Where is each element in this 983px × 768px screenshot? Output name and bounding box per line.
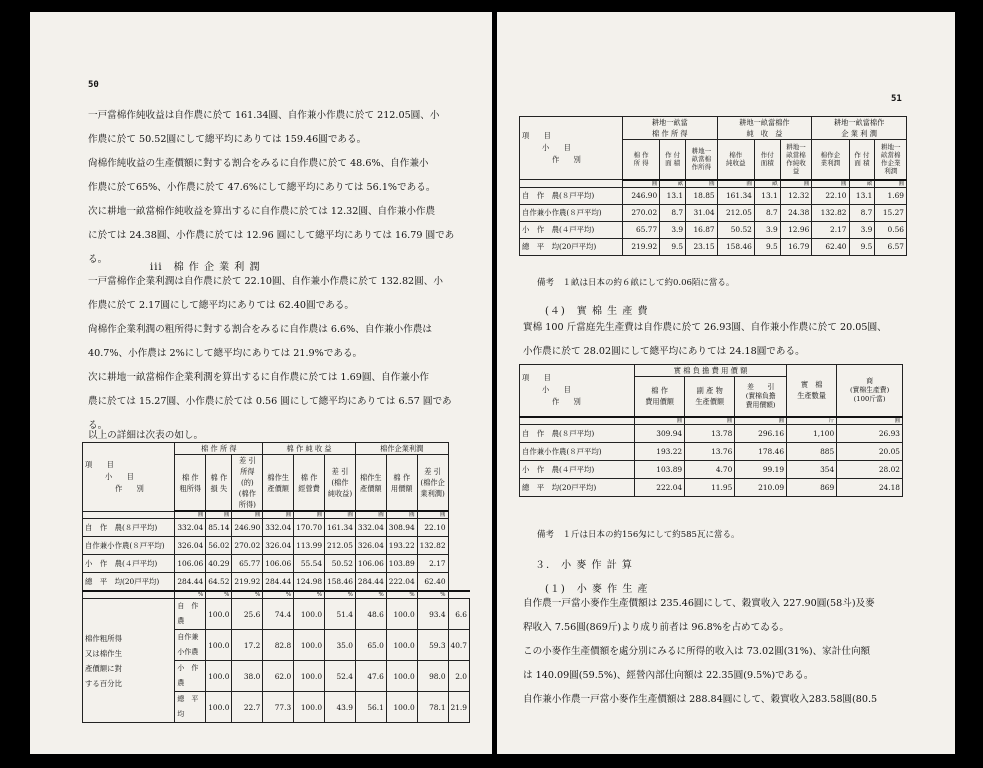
- table-cell: 308.94: [386, 519, 417, 537]
- table-cell: 212.05: [325, 537, 356, 555]
- table-cell: 106.06: [355, 555, 386, 573]
- table-cell: 113.99: [294, 537, 325, 555]
- table-cell: 296.16: [735, 424, 787, 442]
- table-cell: 40.7: [448, 630, 469, 661]
- table-corner: [520, 117, 623, 180]
- table-cell: 13.1: [660, 187, 686, 204]
- unit-cell: 圓: [417, 511, 448, 519]
- table-cell: 100.0: [206, 599, 232, 630]
- table-cell: 56.1: [355, 692, 386, 723]
- row-label: 自 作 農: [175, 599, 206, 630]
- section-heading: (１) 小 麥 作 生 產: [545, 584, 649, 595]
- group-header: 實 棉 負 擔 費 用 價 額: [635, 365, 787, 377]
- table-row: [520, 442, 903, 460]
- table-cell: 246.90: [623, 187, 660, 204]
- column-header: 棉作生 產價額: [263, 455, 294, 512]
- unit-cell: [520, 180, 623, 188]
- table-cell: 284.44: [263, 573, 294, 592]
- table-cell: 326.04: [355, 537, 386, 555]
- cotton-income-table: [82, 442, 470, 723]
- unit-cell: [83, 511, 175, 519]
- table-row: [83, 519, 470, 537]
- percent-group-line: 又は棉作生: [85, 648, 122, 658]
- unit-cell: 圓: [175, 511, 206, 519]
- table-cell: 13.78: [685, 424, 735, 442]
- table-cell: 219.92: [623, 238, 660, 255]
- area-income-table: [519, 116, 907, 256]
- table-cell: 2.17: [812, 221, 849, 238]
- paragraph: 自作兼小作農一戸當小麥作生產價額は 288.84圓にして、穀實收入283.58圓(80.5: [523, 694, 878, 705]
- corner-label: 作 別: [115, 483, 144, 493]
- unit-cell: 畝: [754, 180, 780, 188]
- paragraph: この小麥作生產價額を處分別にみるに所得的收入は 73.02圓(31%)、家計仕向額 は 140.09圓(59.5%)、經營內部仕向額は 22.35圓(9.5%)である。: [523, 646, 871, 681]
- table-cell: 161.34: [717, 187, 754, 204]
- column-header: 副 產 物 生產價額: [685, 377, 735, 417]
- row-label: 自 作 農(８戸平均): [83, 519, 175, 537]
- group-header: 耕地一畝當棉作 純 收 益: [717, 117, 812, 140]
- table-cell: 9.5: [660, 238, 686, 255]
- unit-cell: %: [294, 591, 325, 599]
- table-cell: 100.0: [294, 630, 325, 661]
- table-cell: 161.34: [325, 519, 356, 537]
- table-row: [83, 537, 470, 555]
- unit-cell: [520, 417, 635, 425]
- row-label: 小 作 農: [175, 661, 206, 692]
- table-cell: 309.94: [635, 424, 685, 442]
- table-cell: 56.02: [206, 537, 232, 555]
- group-header: 棉 作 純 收 益: [263, 443, 356, 455]
- table-cell: 24.38: [780, 204, 812, 221]
- corner-label: 小 目: [542, 143, 571, 152]
- table-cell: 354: [787, 460, 837, 478]
- cotton-cost-table: [519, 364, 903, 497]
- unit-cell: 圓: [325, 511, 356, 519]
- section-heading: iii 棉 作 企 業 利 潤: [150, 262, 261, 273]
- paragraph: 以上の詳細は次表の如し。: [88, 430, 204, 441]
- table-cell: 4.70: [685, 460, 735, 478]
- unit-cell: 圓: [623, 180, 660, 188]
- table-cell: 100.0: [206, 661, 232, 692]
- unit-cell: 圓: [686, 180, 718, 188]
- table-cell: 100.0: [386, 661, 417, 692]
- row-label: 自 作 農(８戸平均): [520, 424, 635, 442]
- section-heading: (４) 實 棉 生 產 費: [545, 306, 649, 317]
- unit-cell: 圓: [294, 511, 325, 519]
- table-cell: 106.06: [263, 555, 294, 573]
- table-cell: 100.0: [386, 599, 417, 630]
- unit-cell: 圓: [206, 511, 232, 519]
- table-corner: [520, 365, 635, 417]
- corner-label: 小 目: [105, 471, 134, 481]
- table-cell: 3.9: [754, 221, 780, 238]
- table-cell: 24.18: [837, 478, 903, 496]
- table-cell: 74.4: [263, 599, 294, 630]
- right-page: [497, 12, 955, 754]
- table-cell: 52.4: [325, 661, 356, 692]
- unit-cell: %: [355, 591, 386, 599]
- column-header: 實 棉 生產數量: [787, 365, 837, 417]
- table-cell: 20.05: [837, 442, 903, 460]
- column-header: 耕地一 畝當棉 作所得: [686, 140, 718, 180]
- table-cell: 3.9: [660, 221, 686, 238]
- table-cell: 222.04: [386, 573, 417, 592]
- paragraph: 自作農一戸當小麥作生產價額は 235.46圓にして、穀實收入 227.90圓(58斗)及麥 稈收入 7.56圓(869斤)より成り前者は 96.8%を占めてゐる。: [523, 598, 875, 633]
- table-cell: 40.29: [206, 555, 232, 573]
- column-header: 棉作 純收益: [717, 140, 754, 180]
- unit-cell: %: [232, 591, 263, 599]
- table-cell: 326.04: [175, 537, 206, 555]
- table-row: [520, 424, 903, 442]
- corner-label: 作 別: [552, 155, 581, 164]
- table-cell: 62.0: [263, 661, 294, 692]
- column-header: 作 付 面 積: [849, 140, 875, 180]
- table-cell: 193.22: [386, 537, 417, 555]
- table-cell: 51.4: [325, 599, 356, 630]
- column-header: 差 引 (棉作 純收益): [325, 455, 356, 512]
- paragraph: 次に耕地一畝當棉作純收益を算出するに自作農に於ては 12.32圓、自作兼小作農 に於ては 24.38圓、小作農に於ては 12.96 圓にして總平均にありては 16.79 圓であ る。: [88, 206, 455, 265]
- table-cell: 62.40: [417, 573, 448, 592]
- row-label: 自作兼小作農(８戸平均): [83, 537, 175, 555]
- table-cell: 100.0: [294, 692, 325, 723]
- column-header: 差 引 所得(的) (棉作 所得): [232, 455, 263, 512]
- unit-cell: 圓: [386, 511, 417, 519]
- table-cell: 62.40: [812, 238, 849, 255]
- table-cell: 17.2: [232, 630, 263, 661]
- table-cell: 77.3: [263, 692, 294, 723]
- corner-label: 項 目: [522, 373, 551, 383]
- table-row: [83, 599, 470, 630]
- table-cell: 99.19: [735, 460, 787, 478]
- corner-label: 作 別: [552, 397, 581, 407]
- column-header: 棉 作 粗所得: [175, 455, 206, 512]
- table-cell: 869: [787, 478, 837, 496]
- table-cell: 38.0: [232, 661, 263, 692]
- table-cell: 1.69: [875, 187, 907, 204]
- table-cell: 65.77: [623, 221, 660, 238]
- table-row: [520, 187, 907, 204]
- table-cell: 124.98: [294, 573, 325, 592]
- table-cell: 55.54: [294, 555, 325, 573]
- table-cell: 13.1: [849, 187, 875, 204]
- column-header: 差 引 (實棉負擔 費用價額): [735, 377, 787, 417]
- table-cell: 284.44: [355, 573, 386, 592]
- page-number: 51: [891, 94, 902, 104]
- table-body: [520, 187, 907, 255]
- table-cell: 93.4: [417, 599, 448, 630]
- table-note: 備考 １斤は日本の約156匁にして約585瓦に當る。: [537, 530, 740, 540]
- row-label: 小 作 農(４戸平均): [83, 555, 175, 573]
- unit-cell: 畝: [660, 180, 686, 188]
- table-cell: 326.04: [263, 537, 294, 555]
- table-cell: 132.82: [812, 204, 849, 221]
- table-cell: 100.0: [206, 692, 232, 723]
- table-cell: 16.79: [780, 238, 812, 255]
- table-cell: 65.0: [355, 630, 386, 661]
- unit-cell: 圓: [837, 417, 903, 425]
- table-cell: 170.70: [294, 519, 325, 537]
- percent-group-line: する百分比: [85, 678, 122, 688]
- unit-cell: 圓: [735, 417, 787, 425]
- table-note: 備考 １畝は日本の約６畝にして約0.06陌に當る。: [537, 278, 735, 288]
- table-cell: 158.46: [717, 238, 754, 255]
- table-cell: 103.89: [635, 460, 685, 478]
- unit-cell: 圓: [717, 180, 754, 188]
- unit-cell: %: [206, 591, 232, 599]
- table-row: [83, 555, 470, 573]
- table-row: [520, 460, 903, 478]
- group-header: 耕地一畝當棉作 企 業 利 潤: [812, 117, 907, 140]
- table-cell: 8.7: [849, 204, 875, 221]
- table-cell: 50.52: [717, 221, 754, 238]
- table-cell: 100.0: [294, 661, 325, 692]
- paragraph: 尙棉作企業利潤の粗所得に對する割合をみるに自作農は 6.6%、自作兼小作農は 40.7%、小作農は 2%にして總平均にありては 21.9%である。: [88, 324, 433, 359]
- table-cell: 885: [787, 442, 837, 460]
- unit-cell: %: [417, 591, 448, 599]
- table-cell: 25.6: [232, 599, 263, 630]
- unit-cell: %: [175, 591, 206, 599]
- table-cell: 106.06: [175, 555, 206, 573]
- table-cell: 35.0: [325, 630, 356, 661]
- table-cell: 16.87: [686, 221, 718, 238]
- column-header: 棉 作 所 得: [623, 140, 660, 180]
- table-cell: 21.9: [448, 692, 469, 723]
- table-row: [520, 221, 907, 238]
- paragraph: 尙棉作純收益の生產價額に對する割合をみるに自作農に於て 48.6%、自作兼小 作農に於て65%、小作農に於て 47.6%にして總平均にありては 56.1%である。: [88, 158, 436, 193]
- table-cell: 100.0: [386, 692, 417, 723]
- unit-cell: %: [386, 591, 417, 599]
- page-number: 50: [88, 80, 99, 90]
- table-row: [520, 478, 903, 496]
- table-cell: 3.9: [849, 221, 875, 238]
- paragraph: 次に耕地一畝當棉作企業利潤を算出するに自作農に於ては 1.69圓、自作兼小作 農に於ては 15.27圓、小作農に於ては 0.56 圓にして總平均にありては 6.57 圓であ る。: [88, 372, 452, 431]
- table-cell: 50.52: [325, 555, 356, 573]
- table-cell: 100.0: [386, 630, 417, 661]
- column-header: 棉 作 經營費: [294, 455, 325, 512]
- table-cell: 2.0: [448, 661, 469, 692]
- table-cell: 158.46: [325, 573, 356, 592]
- table-cell: 59.3: [417, 630, 448, 661]
- row-label: 總 平 均: [175, 692, 206, 723]
- row-label: 自作兼小作農(８戸平均): [520, 204, 623, 221]
- table-cell: 270.02: [232, 537, 263, 555]
- table-cell: 193.22: [635, 442, 685, 460]
- column-header: 耕地一 畝當棉 作純收 益: [780, 140, 812, 180]
- group-header: 耕地一畝當 棉 作 所 得: [623, 117, 718, 140]
- table-body: [520, 424, 903, 496]
- unit-cell: 圓: [812, 180, 849, 188]
- row-label: 總 平 均(20戸平均): [520, 238, 623, 255]
- unit-cell: [83, 591, 175, 599]
- percent-group-label: [83, 599, 175, 723]
- table-cell: 48.6: [355, 599, 386, 630]
- column-header: 作付 面積: [754, 140, 780, 180]
- table-cell: 15.27: [875, 204, 907, 221]
- table-cell: 18.85: [686, 187, 718, 204]
- group-header: 棉作企業利潤: [355, 443, 448, 455]
- table-row: [520, 204, 907, 221]
- table-cell: 85.14: [206, 519, 232, 537]
- row-label: 自 作 農(８戸平均): [520, 187, 623, 204]
- group-header: 棉 作 所 得: [175, 443, 263, 455]
- column-header: 棉 作 費用價額: [635, 377, 685, 417]
- left-page: [30, 12, 492, 754]
- table-cell: 47.6: [355, 661, 386, 692]
- table-cell: 1,100: [787, 424, 837, 442]
- column-header: 作 付 面 積: [660, 140, 686, 180]
- unit-cell: 圓: [780, 180, 812, 188]
- table-cell: 78.1: [417, 692, 448, 723]
- row-label: 小 作 農(４戸平均): [520, 460, 635, 478]
- table-cell: 212.05: [717, 204, 754, 221]
- paragraph: 一戸當棉作企業利潤は自作農に於て 22.10圓、自作兼小作農に於て 132.82圓、小 作農に於て 2.17圓にして總平均にありては 62.40圓である。: [88, 276, 443, 311]
- paragraph: 實棉 100 斤當庭先生產費は自作農に於て 26.93圓、自作兼小作農に於て 20.05圓、 小作農に於て 28.02圓にして總平均にありては 24.18圓である。: [523, 322, 887, 357]
- table-cell: 100.0: [294, 599, 325, 630]
- table-cell: 219.92: [232, 573, 263, 592]
- table-cell: 22.7: [232, 692, 263, 723]
- table-cell: 2.17: [417, 555, 448, 573]
- row-label: 小 作 農(４戸平均): [520, 221, 623, 238]
- table-cell: 0.56: [875, 221, 907, 238]
- unit-cell: %: [263, 591, 294, 599]
- column-header: 棉 作 用價額: [386, 455, 417, 512]
- table-cell: 332.04: [355, 519, 386, 537]
- column-header: 棉作生 產價額: [355, 455, 386, 512]
- corner-label: 項 目: [85, 459, 114, 469]
- table-cell: 82.8: [263, 630, 294, 661]
- row-label: 總 平 均(20戸平均): [520, 478, 635, 496]
- percent-table-body: [83, 599, 470, 723]
- table-cell: 13.76: [685, 442, 735, 460]
- table-cell: 100.0: [206, 630, 232, 661]
- table-cell: 332.04: [263, 519, 294, 537]
- section-heading: ３. 小 麥 作 計 算: [535, 560, 633, 571]
- paragraph: 一戸當棉作純收益は自作農に於て 161.34圓、自作兼小作農に於て 212.05圓、小 作農に於て 50.52圓にして總平均にありては 159.46圓である。: [88, 110, 440, 145]
- column-header: 棉作企 業利潤: [812, 140, 849, 180]
- column-header: 差 引 (棉作企 業利潤): [417, 455, 448, 512]
- unit-cell: 圓: [875, 180, 907, 188]
- table-cell: 23.15: [686, 238, 718, 255]
- percent-group-line: 棉作粗所得: [85, 633, 122, 643]
- table-cell: 64.52: [206, 573, 232, 592]
- table-cell: 270.02: [623, 204, 660, 221]
- unit-cell: 圓: [263, 511, 294, 519]
- corner-label: 項 目: [522, 131, 551, 140]
- table-cell: 332.04: [175, 519, 206, 537]
- corner-label: 小 目: [542, 385, 571, 395]
- column-header: 棉 作 損 失: [206, 455, 232, 512]
- table-row: [83, 573, 470, 592]
- unit-cell: 圓: [635, 417, 685, 425]
- table-cell: 8.7: [754, 204, 780, 221]
- table-cell: 98.0: [417, 661, 448, 692]
- unit-cell: 圓: [685, 417, 735, 425]
- unit-cell: 斤: [787, 417, 837, 425]
- table-cell: 31.04: [686, 204, 718, 221]
- table-cell: 246.90: [232, 519, 263, 537]
- row-label: 自作兼 小作農: [175, 630, 206, 661]
- table-cell: 26.93: [837, 424, 903, 442]
- table-cell: 13.1: [754, 187, 780, 204]
- row-label: 總 平 均(20戸平均): [83, 573, 175, 592]
- table-cell: 11.95: [685, 478, 735, 496]
- table-cell: 284.44: [175, 573, 206, 592]
- table-cell: 28.02: [837, 460, 903, 478]
- column-header: 商 (實棉生產費) (100斤當): [837, 365, 903, 417]
- table-cell: 22.10: [812, 187, 849, 204]
- table-cell: 9.5: [849, 238, 875, 255]
- table-cell: 22.10: [417, 519, 448, 537]
- column-header: 耕地一 畝當棉 作企業 利潤: [875, 140, 907, 180]
- table-cell: 9.5: [754, 238, 780, 255]
- table-cell: 43.9: [325, 692, 356, 723]
- percent-group-line: 產價額に對: [85, 663, 122, 673]
- table-corner: [83, 443, 175, 512]
- table-row: [520, 238, 907, 255]
- table-cell: 132.82: [417, 537, 448, 555]
- table-cell: 8.7: [660, 204, 686, 221]
- table-cell: 12.32: [780, 187, 812, 204]
- unit-cell: %: [325, 591, 356, 599]
- table-cell: 12.96: [780, 221, 812, 238]
- table-cell: 178.46: [735, 442, 787, 460]
- table-cell: 6.6: [448, 599, 469, 630]
- table-cell: 65.77: [232, 555, 263, 573]
- table-cell: 6.57: [875, 238, 907, 255]
- unit-cell: 圓: [355, 511, 386, 519]
- table-cell: 103.89: [386, 555, 417, 573]
- unit-cell: 畝: [849, 180, 875, 188]
- unit-cell: 圓: [232, 511, 263, 519]
- table-body: [83, 519, 470, 592]
- table-cell: 222.04: [635, 478, 685, 496]
- table-cell: 210.09: [735, 478, 787, 496]
- row-label: 自作兼小作農(８戸平均): [520, 442, 635, 460]
